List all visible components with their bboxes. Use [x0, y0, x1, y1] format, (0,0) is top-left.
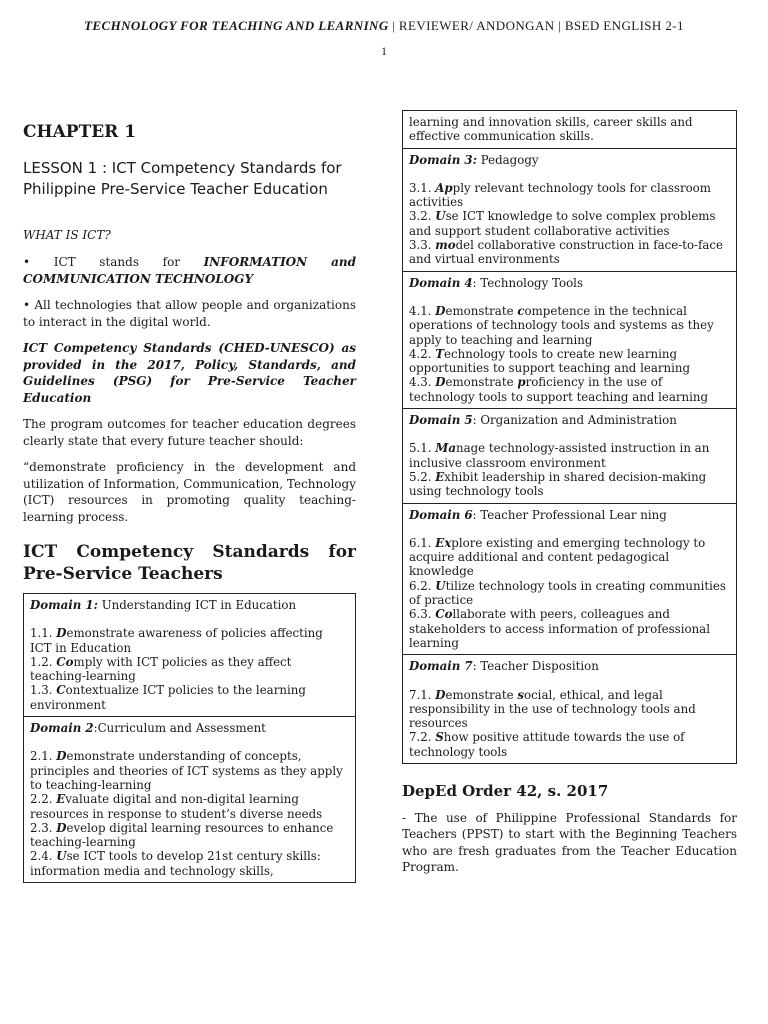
domain-title — [409, 659, 729, 673]
competency-item — [409, 579, 729, 608]
competency-item — [30, 655, 348, 684]
domain-title — [30, 721, 348, 735]
page-number: 1 — [381, 44, 387, 58]
item-text: tilize technology tools in creating communities of practice — [409, 578, 726, 608]
item-text: ply relevant technology tools for classroom activities — [409, 180, 711, 210]
competency-item — [409, 209, 729, 238]
item-number: 1.2. — [30, 654, 57, 669]
competency-item — [409, 238, 729, 267]
domain-table-left — [23, 593, 356, 883]
lesson-title: LESSON 1 : ICT Competency Standards for Philippine Pre-Service Teacher Education — [23, 159, 342, 198]
item-text: valuate digital and non-digital learning resources in response to student’s diverse needs — [30, 792, 323, 821]
item-text: xhibit leadership in shared decision-making using technology tools — [409, 469, 707, 499]
competency-item — [409, 688, 729, 731]
item-initial: Co — [56, 654, 74, 669]
domain-title — [409, 508, 729, 522]
item-initial: D — [435, 303, 446, 318]
domain-name: : Teacher Disposition — [472, 659, 599, 674]
item-emphasis: p — [517, 375, 526, 390]
left-column — [23, 122, 356, 883]
item-text: emonstrate — [445, 687, 518, 702]
domain-label: Domain 1: — [30, 598, 98, 612]
item-number: 6.3. — [409, 607, 436, 622]
item-initial: Ex — [435, 535, 452, 550]
domain-title — [30, 598, 348, 612]
item-number: 3.1. — [409, 180, 436, 195]
domain-name: Understanding ICT in Education — [97, 598, 297, 612]
item-initial: D — [435, 375, 446, 390]
chapter-title: CHAPTER 1 — [23, 122, 137, 142]
competency-item — [409, 730, 729, 759]
item-initial: E — [435, 469, 445, 484]
domain-name: : Technology Tools — [472, 275, 583, 290]
domain-box — [402, 149, 737, 272]
bullet-all-technologies: • All technologies that allow people and organizations to interact in the digital world. — [23, 298, 356, 329]
item-initial: D — [435, 687, 446, 702]
item-text: se ICT knowledge to solve complex problems and support student collaborative activities — [409, 209, 716, 238]
competency-item — [409, 536, 729, 579]
domain-box — [23, 593, 356, 717]
item-initial: C — [56, 683, 66, 698]
item-number: 2.4. — [30, 849, 57, 864]
domain-box — [402, 409, 737, 503]
item-initial: D — [56, 626, 67, 641]
item-initial: T — [435, 346, 445, 361]
item-initial: D — [56, 749, 67, 764]
quote-paragraph: “demonstrate proficiency in the development and utilization of Information, Communication, Technology (ICT) resources in promoting quality teaching-learning process. — [23, 460, 356, 524]
item-number: 2.1. — [30, 749, 57, 764]
item-initial: S — [435, 730, 444, 745]
competency-item — [30, 749, 348, 792]
item-text: roficiency in the use of technology tools to support teaching and learning — [409, 375, 709, 404]
domain-label: Domain 6 — [409, 507, 473, 522]
item-number: 1.1. — [30, 626, 57, 641]
item-initial: Co — [435, 607, 453, 622]
domain-title — [409, 153, 729, 167]
competency-item — [409, 607, 729, 650]
item-number: 6.2. — [409, 578, 436, 593]
competency-item — [409, 347, 729, 376]
item-number: 5.2. — [409, 469, 436, 484]
domain-box — [23, 717, 356, 883]
item-text: ocial, ethical, and legal responsibility in the use of technology tools and resources — [409, 687, 696, 731]
domain-table-right — [402, 110, 737, 764]
outcomes-paragraph: The program outcomes for teacher education degrees clearly state that every future teacher should: — [23, 417, 356, 448]
item-text: plore existing and emerging technology to acquire additional and content pedagogical knowledge — [409, 535, 706, 579]
item-text: llaborate with peers, colleagues and stakeholders to access information of professional learning — [409, 607, 710, 650]
item-number: 7.2. — [409, 730, 436, 745]
item-text: emonstrate awareness of policies affecting ICT in Education — [30, 626, 323, 655]
competency-item — [409, 181, 729, 210]
item-number: 3.2. — [409, 209, 436, 224]
item-number: 5.1. — [409, 441, 436, 456]
item-number: 4.1. — [409, 303, 436, 318]
running-header — [0, 18, 768, 34]
course-title: TECHNOLOGY FOR TEACHING AND LEARNING — [84, 18, 389, 33]
item-text: emonstrate understanding of concepts, principles and theories of ICT systems as they apply to teaching-learning — [30, 749, 343, 792]
continuation-text: learning and innovation skills, career skills and effective communication skills. — [409, 115, 693, 144]
item-text: emonstrate — [445, 303, 518, 318]
bullet-emphasis: INFORMATION and COMMUNICATION TECHNOLOGY — [23, 255, 356, 286]
domain-box — [402, 504, 737, 656]
competency-item — [409, 441, 729, 470]
item-initial: Ma — [435, 441, 456, 456]
item-number: 2.2. — [30, 792, 57, 807]
domain-label: Domain 2 — [30, 721, 94, 736]
item-number: 4.2. — [409, 346, 436, 361]
item-initial: D — [56, 820, 67, 835]
item-text: how positive attitude towards the use of technology tools — [409, 730, 685, 759]
domain-label: Domain 5 — [409, 413, 473, 428]
competency-item — [30, 849, 348, 878]
item-number: 3.3. — [409, 238, 436, 253]
item-text: ontextualize ICT policies to the learning environment — [30, 683, 306, 712]
item-initial: U — [435, 209, 446, 224]
bullet-prefix: • ICT stands for — [23, 255, 204, 269]
domain-title — [409, 276, 729, 290]
item-text: ompetence in the technical operations of technology tools and systems as they apply to teaching and learning — [409, 303, 714, 347]
domain-label: Domain 4 — [409, 275, 473, 290]
competency-item — [409, 304, 729, 347]
domain-name: : Organization and Administration — [472, 413, 677, 428]
item-emphasis: s — [517, 687, 524, 702]
domain-label: Domain 3: — [409, 152, 477, 167]
item-number: 4.3. — [409, 375, 436, 390]
competency-item — [30, 683, 348, 712]
domain-continuation-box — [402, 110, 737, 149]
item-text: del collaborative construction in face-to-face and virtual environments — [409, 238, 724, 267]
competency-item — [30, 792, 348, 821]
item-number: 2.3. — [30, 820, 57, 835]
domain-name: Pedagogy — [476, 152, 539, 167]
deped-order-title: DepEd Order 42, s. 2017 — [402, 781, 609, 800]
competency-item — [409, 470, 729, 499]
item-text: echnology tools to create new learning opportunities to support teaching and learning — [409, 346, 691, 376]
header-rest: | REVIEWER/ ANDONGAN | BSED ENGLISH 2-1 — [388, 18, 684, 33]
item-initial: U — [56, 849, 67, 864]
domain-label: Domain 7 — [409, 659, 473, 674]
domain-title — [409, 413, 729, 427]
what-is-ict-heading: WHAT IS ICT? — [23, 228, 111, 242]
item-text: emonstrate — [445, 375, 518, 390]
standards-note: ICT Competency Standards (CHED-UNESCO) as provided in the 2017, Policy, Standards, and Guidelines (PSG) for Pre-Service Teacher Education — [23, 341, 356, 405]
section-title: ICT Competency Standards for Pre-Service Teachers — [23, 542, 356, 584]
item-text: nage technology-assisted instruction in an inclusive classroom environment — [409, 441, 710, 470]
item-emphasis: c — [517, 303, 525, 318]
domain-box — [402, 655, 737, 764]
item-initial: mo — [435, 238, 456, 253]
competency-item — [30, 821, 348, 850]
competency-item — [409, 375, 729, 404]
domain-name: : Teacher Professional Lear ning — [472, 507, 667, 522]
right-column — [402, 110, 737, 886]
item-number: 6.1. — [409, 535, 436, 550]
domain-box — [402, 272, 737, 409]
item-number: 7.1. — [409, 687, 436, 702]
item-text: evelop digital learning resources to enhance teaching-learning — [30, 820, 334, 850]
item-initial: U — [435, 578, 446, 593]
deped-order-text: - The use of Philippine Professional Standards for Teachers (PPST) to start with the Beginning Teachers who are fresh graduates from the Teacher Education Program. — [402, 810, 737, 875]
item-number: 1.3. — [30, 683, 57, 698]
item-text: mply with ICT policies as they affect teaching-learning — [30, 654, 292, 684]
bullet-ict-stands-for — [23, 254, 356, 287]
item-initial: Ap — [435, 180, 453, 195]
competency-item — [30, 626, 348, 655]
item-text: se ICT tools to develop 21st century skills: information media and technology skills, — [30, 849, 321, 878]
item-initial: E — [56, 792, 66, 807]
domain-name: :Curriculum and Assessment — [93, 721, 266, 736]
